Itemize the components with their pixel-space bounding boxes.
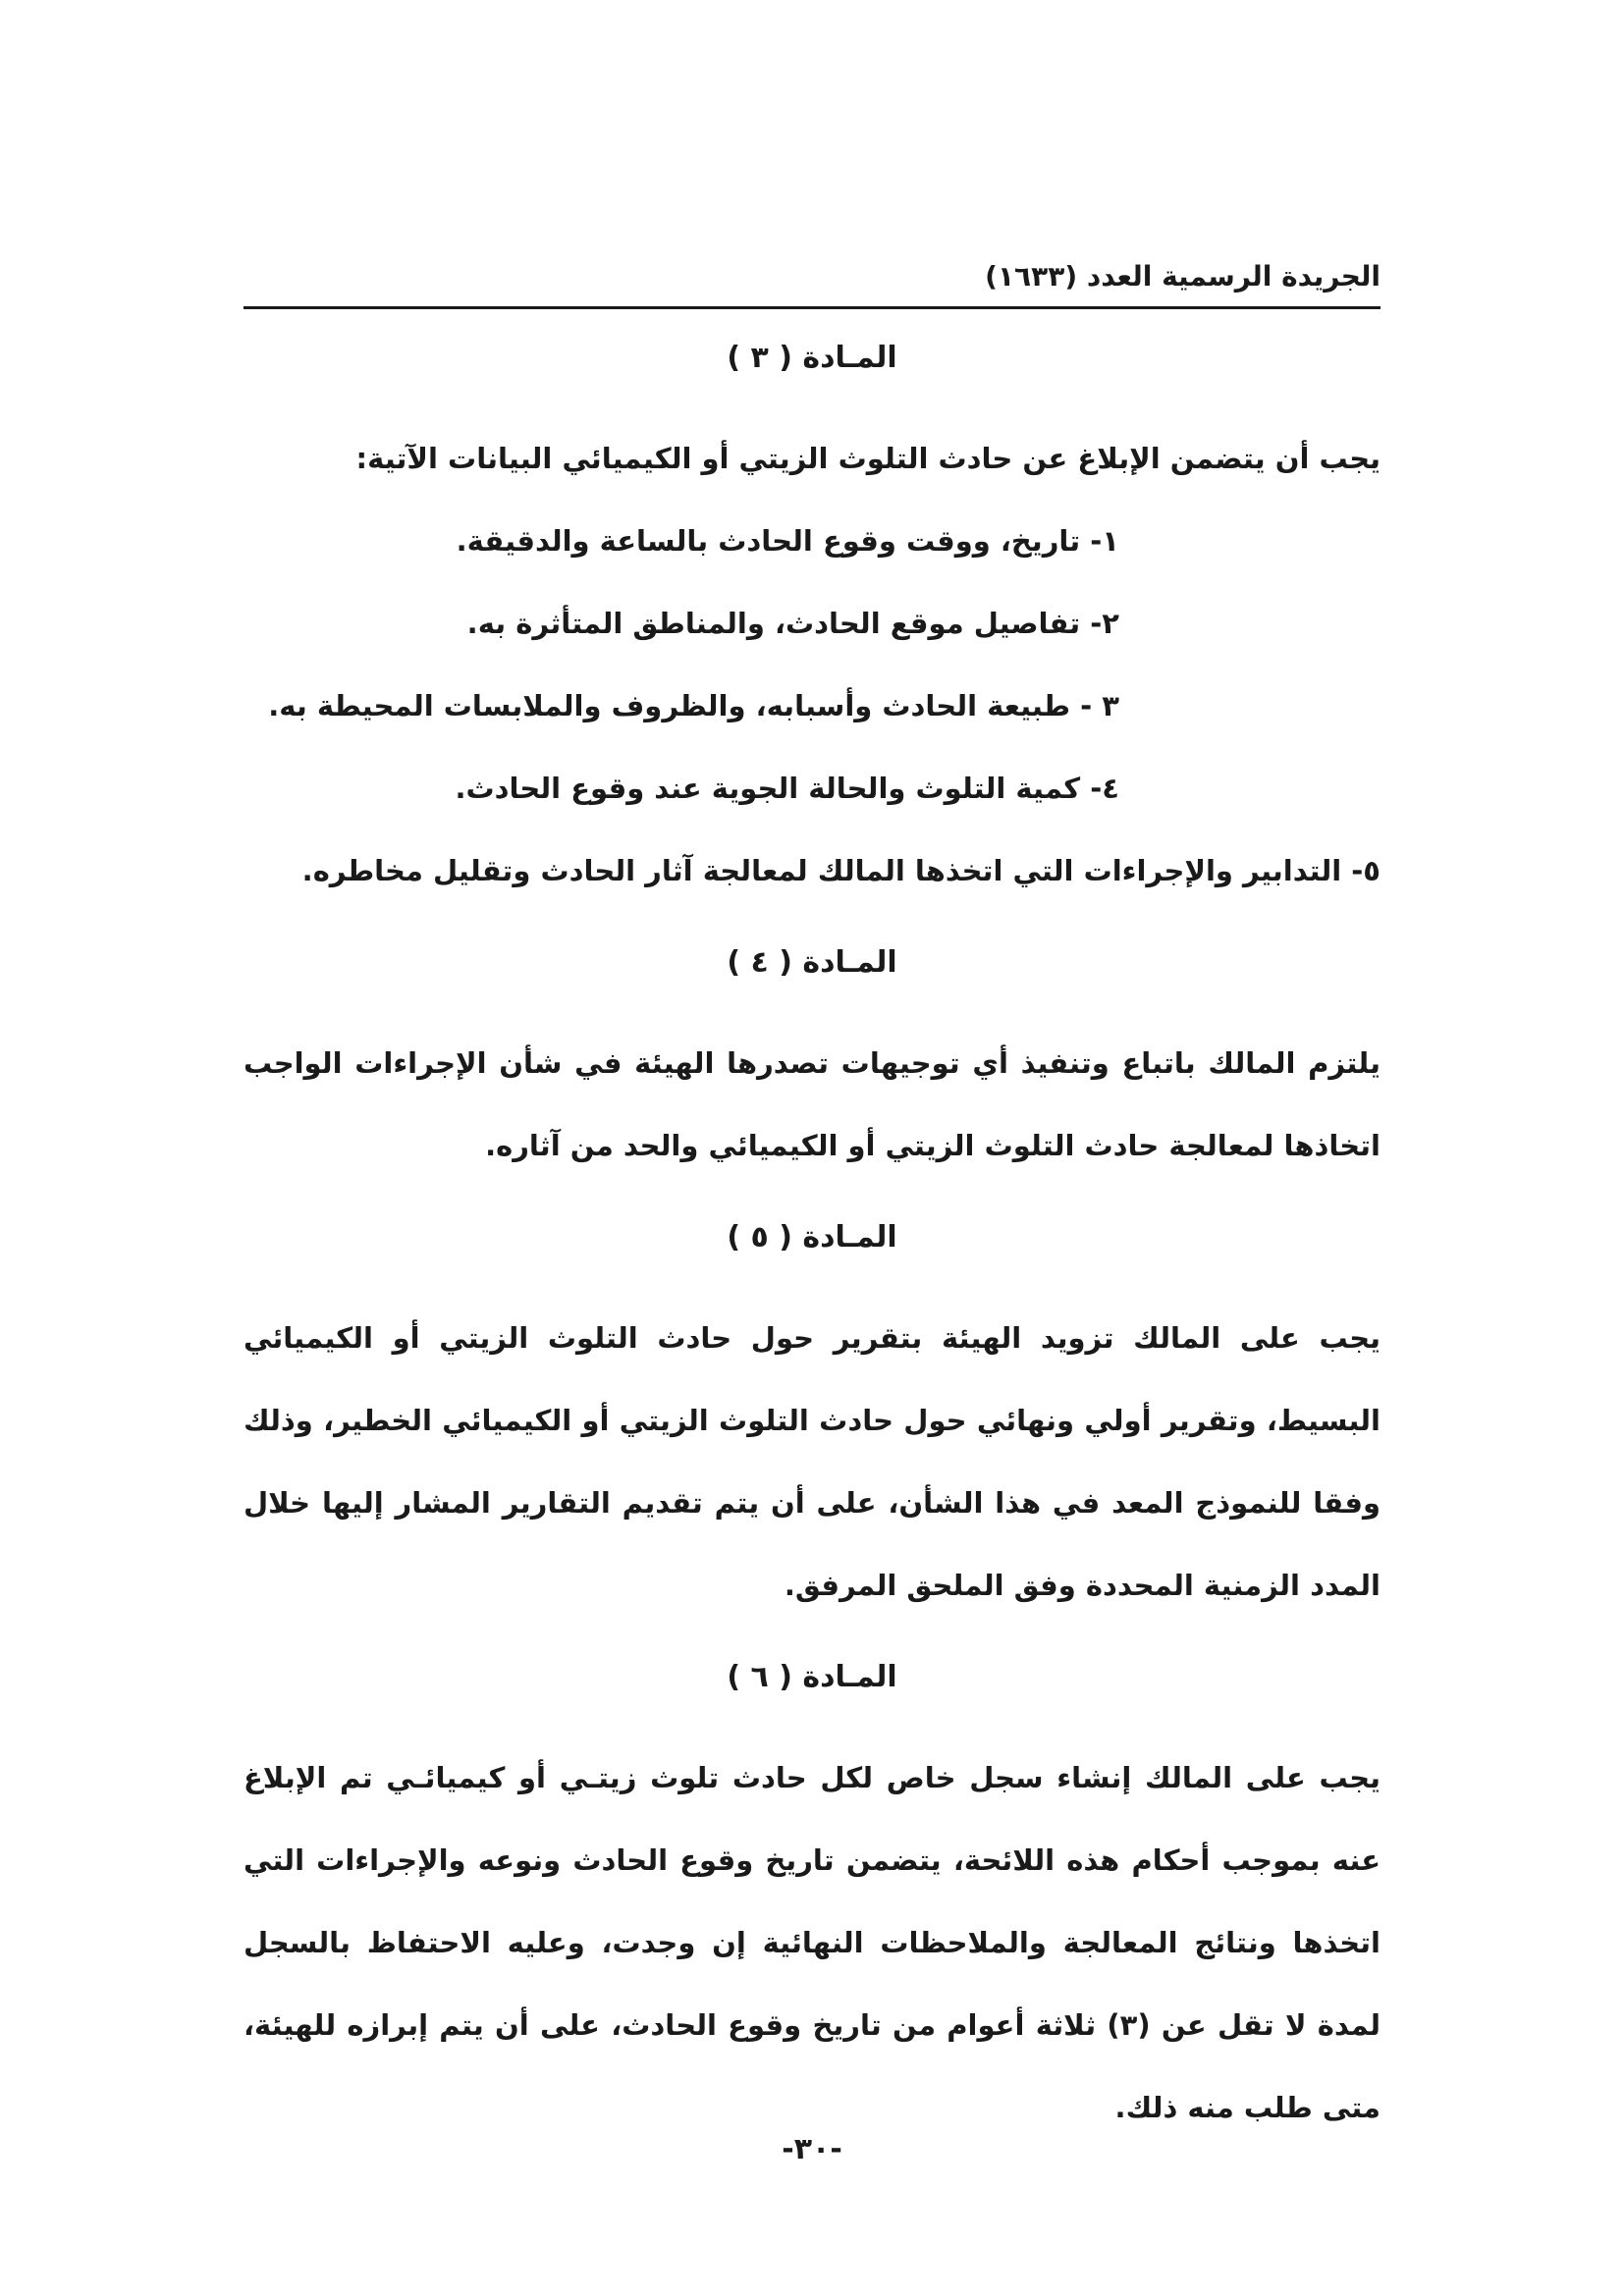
document-page [244, 257, 1380, 2178]
article-3-item-2: ٢- تفاصيل موقع الحادث، والمناطق المتأثرة به. [466, 607, 1119, 640]
article-5-title: المـادة ( ٥ ) [727, 1220, 897, 1255]
article-4 [244, 941, 1380, 1187]
article-3-title: المـادة ( ٣ ) [727, 341, 897, 375]
article-3-item-3: ٣ - طبيعة الحادث وأسبابه، والظروف والملابسات المحيطة به. [268, 689, 1119, 722]
article-6-text: يجب على المالك إنشاء سجل خاص لكل حادث تلوث زيتـي أو كيميائـي تم الإبلاغ عنه بموجب أحكام هذه اللائحة، يتضمن تاريخ وقوع الحادث ونوعه والإجراءات التي اتخذها ونتائج المعالجة والملاحظات النهائية إن وجدت، وعليه الاحتفاظ بالسجل لمدة لا تقل عن (٣) ثلاثة أعوام من تاريخ وقوع الحادث، على أن يتم إبرازه للهيئة، متى طلب منه ذلك. [244, 1761, 1380, 2124]
article-6 [244, 1656, 1380, 2149]
article-4-text: يلتزم المالك باتباع وتنفيذ أي توجيهات تصدرها الهيئة في شأن الإجراءات الواجب اتخاذها لمعالجة حادث التلوث الزيتي أو الكيميائي والحد من آثاره. [244, 1046, 1380, 1162]
article-5-text: يجب على المالك تزويد الهيئة بتقرير حول حادث التلوث الزيتي أو الكيميائي البسيط، وتقرير أولي ونهائي حول حادث التلوث الزيتي أو الكيميائي الخطير، وذلك وفقا للنموذج المعد في هذا الشأن، على أن يتم تقديم التقارير المشار إليها خلال المدد الزمنية المحددة وفق الملحق المرفق. [244, 1321, 1380, 1602]
article-4-title: المـادة ( ٤ ) [727, 945, 897, 980]
article-3-item-5: ٥- التدابير والإجراءات التي اتخذها المالك لمعالجة آثار الحادث وتقليل مخاطره. [301, 854, 1380, 887]
article-3-item-1: ١- تاريخ، ووقت وقوع الحادث بالساعة والدقيقة. [456, 524, 1119, 558]
article-3-item-4: ٤- كمية التلوث والحالة الجوية عند وقوع الحادث. [455, 772, 1119, 805]
page-number: -٣٠- [782, 2132, 842, 2166]
running-header: الجريدة الرسمية العدد (١٦٣٣) [244, 257, 1380, 309]
article-5 [244, 1216, 1380, 1627]
article-3-intro: يجب أن يتضمن الإبلاغ عن حادث التلوث الزيتي أو الكيميائي البيانات الآتية: [355, 442, 1380, 475]
article-3 [244, 337, 1380, 912]
article-6-title: المـادة ( ٦ ) [727, 1660, 897, 1694]
